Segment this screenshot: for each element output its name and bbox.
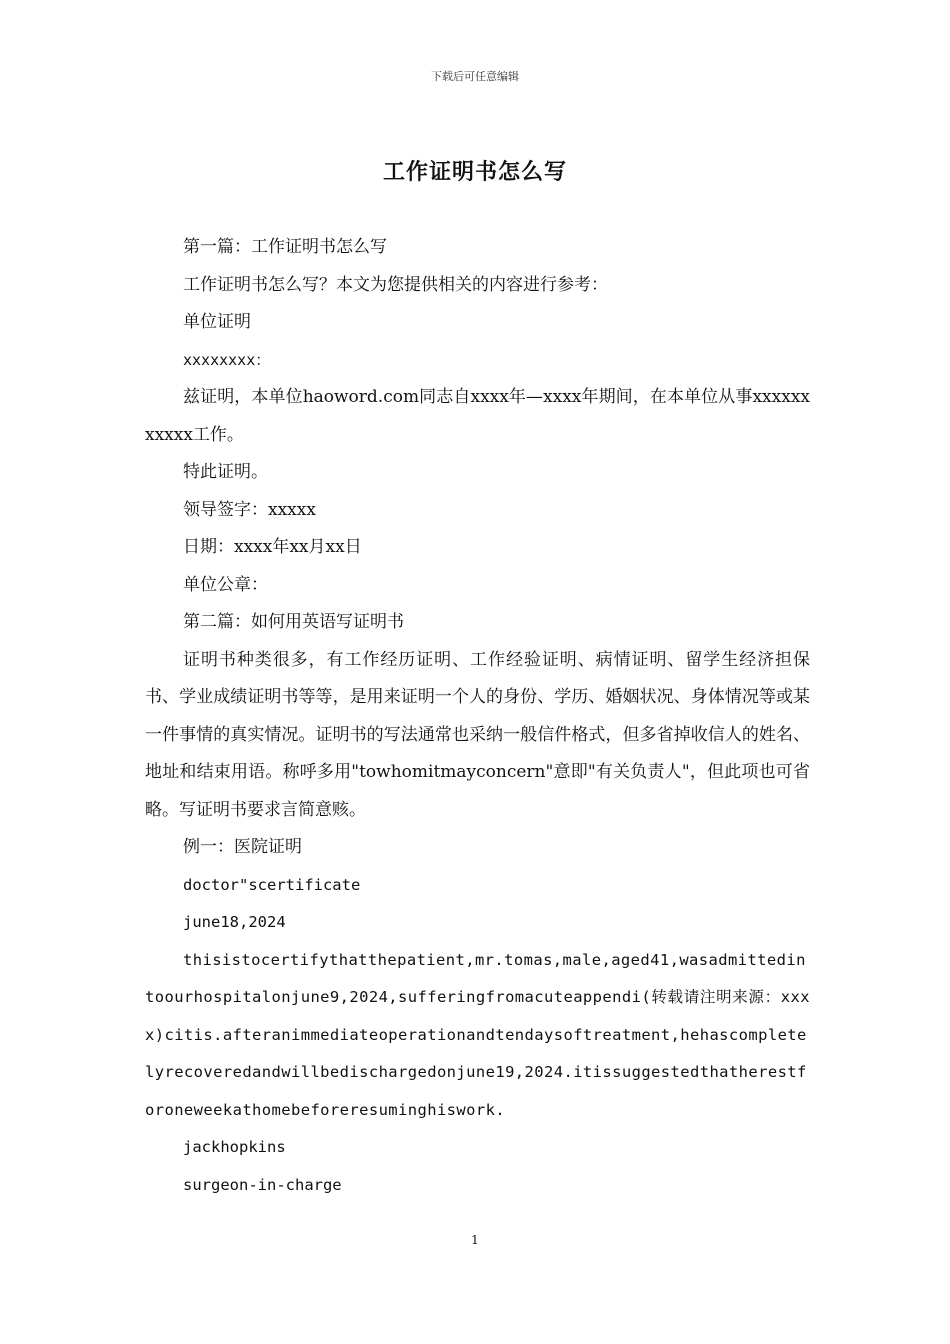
example-body: thisistocertifythatthepatient,mr.tomas,male,aged41,wasadmittedintoourhospitalonjune9,2024,sufferingfromacuteappendi(转载请注明来源：xxxx)citis.afteranimmediateoperationandtendaysoftreatment,hehascompletelyrecoveredandwillbedischargedonjune19,2024.itissuggestedthatherestforoneweekathomebeforeresuminghiswork. bbox=[145, 950, 810, 1119]
seal-line: 单位公章： bbox=[183, 574, 268, 595]
certificate-body: 兹证明，本单位haoword.com同志自xxxx年—xxxx年期间，在本单位从事xxxxxxxxxxx工作。 bbox=[145, 387, 810, 445]
signature-line: 领导签字：xxxxx bbox=[183, 499, 316, 520]
page-number: 1 bbox=[471, 1233, 479, 1247]
section2-heading: 第二篇：如何用英语写证明书 bbox=[183, 612, 404, 632]
document-title: 工作证明书怎么写 bbox=[382, 159, 567, 185]
example-date: june18,2024 bbox=[183, 913, 286, 931]
document-body bbox=[145, 229, 810, 1204]
addressee-line: xxxxxxxx： bbox=[183, 350, 271, 369]
unit-cert-label: 单位证明 bbox=[183, 312, 251, 332]
section1-heading: 第一篇：工作证明书怎么写 bbox=[183, 237, 387, 257]
signer-title: surgeon-in-charge bbox=[183, 1175, 342, 1194]
header-note: 下载后可任意编辑 bbox=[431, 70, 519, 83]
example-title: doctor"scertificate bbox=[183, 875, 361, 894]
signer-name: jackhopkins bbox=[183, 1138, 286, 1156]
date-line: 日期：xxxx年xx月xx日 bbox=[183, 537, 362, 557]
special-cert-line: 特此证明。 bbox=[183, 462, 268, 482]
example-heading: 例一：医院证明 bbox=[183, 837, 302, 857]
section1-intro: 工作证明书怎么写？本文为您提供相关的内容进行参考： bbox=[183, 274, 608, 295]
section2-body: 证明书种类很多，有工作经历证明、工作经验证明、病情证明、留学生经济担保书、学业成绩证明书等等，是用来证明一个人的身份、学历、婚姻状况、身体情况等或某一件事情的真实情况。证明书的写法通常也采纳一般信件格式，但多省掉收信人的姓名、地址和结束用语。称呼多用"towhomitmayconcern"意即"有关负责人"，但此项也可省略。写证明书要求言简意赅。 bbox=[145, 649, 810, 820]
